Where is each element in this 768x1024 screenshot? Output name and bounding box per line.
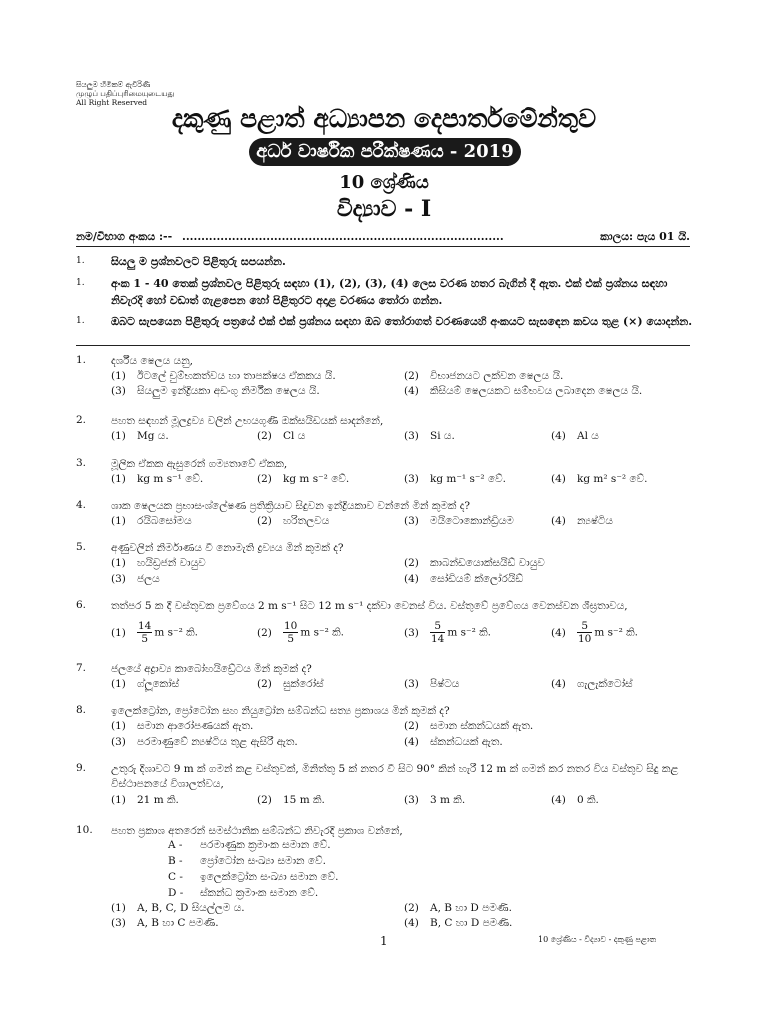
question-text: පහත සඳහන් මූලද්‍රව්‍ය වලින් උභයගුණී ඔක්සයිඩයක් සාදන්නේ, [111,415,384,427]
fraction-numerator: 5 [577,620,592,633]
option-number: (2) [257,794,272,806]
option-text: A, B, C, D සියල්ලම ය. [137,902,245,914]
statement-text: පරමාණුක ක්‍රමාංක සමාන වේ. [200,839,331,851]
statement-letter: C - [168,871,183,883]
option-text: Mg ය. [137,430,169,442]
option[interactable] [111,557,206,570]
option-text: kg m⁻¹ s⁻² වේ. [430,473,506,485]
option-number: (1) [111,720,126,732]
grade-title: 10 ශ්‍රේණිය [339,172,429,193]
question-text: අණුවලින් නිර්මාණය වී නොමැති ද්‍රව්‍යය මින් කුමක් ද? [111,542,344,554]
question-text: මූලික ඒකක ඇසුරෙන් ගම්‍යතාවේ ඒකක, [111,458,288,470]
option[interactable] [551,678,633,691]
option-text: B, C හා D පමණි. [430,917,513,929]
instruction-text: සියලු ම ප්‍රශ්නවලට පිළිතුරු සපයන්න. [111,255,286,268]
statement-letter: A - [168,839,183,851]
option-number: (2) [257,430,272,442]
option[interactable] [404,430,455,443]
option-number: (3) [404,473,419,485]
option-number: (4) [551,626,566,639]
instruction-bullet: 1. [76,316,85,326]
option-number: (4) [551,678,566,690]
option[interactable] [111,678,179,691]
copyright-tamil: முழுப் பதிப்புரிமையுடையது [76,89,175,98]
question-number: 10. [76,824,93,836]
option-number: (1) [111,515,126,527]
option-text: මයිටොකොන්ඩ්‍රියම [430,515,514,527]
option-text: කිසියම් ෂෙලයකට සම්භවය ලබාදෙන ෂෙලය යි. [430,385,643,397]
question-number: 4. [76,499,87,511]
option[interactable] [551,620,638,645]
statement-d [168,887,318,900]
page-number: 1 [380,934,388,948]
question-text: උතුරු දිශාවට 9 m ක් ගමන් කළ වස්තුවක්, මිනිත්තු 5 ක් නතර වී සිට 90° කින් හැරී 12 m ක් ගමන් කර නතර විය වස්තුව සිදු කළ විස්ථාපනයේ විශාලත්වය, [111,763,679,790]
option[interactable] [551,473,647,486]
option-number: (3) [111,385,126,397]
option[interactable] [404,515,514,528]
fraction-denominator: 5 [141,633,149,645]
option-number: (4) [551,473,566,485]
option[interactable] [111,430,169,443]
question-number: 6. [76,599,87,611]
name-field[interactable]: .................................................................................... [182,230,504,243]
option-number: (4) [551,430,566,442]
department-title: දකුණු පළාත් අධ්‍යාපන දෙපාර්තමේන්තුව [171,104,597,133]
option[interactable] [551,794,599,807]
option-number: (3) [404,678,419,690]
option-text: kg m² s⁻² වේ. [577,473,648,485]
fraction-numerator: 10 [284,620,298,632]
option-text: A, B හා C පමණි. [137,917,219,929]
option-number: (4) [404,573,419,585]
option-number: (3) [404,430,419,442]
option-number: (3) [404,515,419,527]
instruction-bullet: 1. [76,278,85,288]
option[interactable] [111,794,179,807]
option[interactable] [257,620,344,645]
statement-a [168,839,331,852]
option-text: ගැලැක්ටෝස් [577,678,633,690]
fraction-denominator: 10 [578,633,592,645]
question-number: 2. [76,414,87,426]
option-text: m s⁻² කි. [300,626,345,639]
option-number: (1) [111,678,126,690]
option-number: (2) [404,557,419,569]
option-number: (1) [111,430,126,442]
option[interactable] [551,515,613,528]
subject-title: විද්‍යාව - I [336,196,432,222]
option[interactable] [111,385,320,398]
option[interactable] [111,736,298,749]
option-text: සියලුම ඉන්ද්‍රියකා අඩංගු නිර්මීක ෂෙලය යි. [137,385,320,397]
question-text: ශාක ෂෙලයක ප්‍රභාසංශ්ලේෂණ ප්‍රතික්‍රියාව සිදුවන ඉන්ද්‍රියකාව වන්නේ මින් කුමක් ද? [111,500,471,512]
option-text: සුක්රෝස් [283,678,324,690]
option-text: 21 m කි. [137,794,179,806]
statement-c [168,871,338,884]
copyright-sinhala: සියලුම හිමිකම් ඇවිරිණි [76,80,151,89]
exam-banner: අර්ධ වාර්ෂික පරීක්ෂණය - 2019 [249,138,521,166]
option[interactable] [404,794,465,807]
fraction [137,620,152,645]
option-text: kg m s⁻² වේ. [283,473,350,485]
instruction-item [76,253,696,270]
name-label: නම/විභාග අංකය :-- [76,230,173,243]
option-number: (2) [404,720,419,732]
question-text: තත්පර 5 ක දී වස්තුවක ප්‍රවේගය 2 m s⁻¹ සිට 12 m s⁻¹ දක්වා වෙනස් විය. වස්තුවේ ප්‍රවේගය වෙනස්වන ශීඝ්‍රතාවය, [111,600,628,612]
option-text: කාබන්ඩයොක්සයිඩ් වායුව [430,557,545,569]
option-text: පරමාණුවේ න්‍යෂ්ටිය තුළ ඇසිරී ඇත. [137,736,298,748]
question-number: 8. [76,704,87,716]
option[interactable] [404,917,512,930]
option[interactable] [404,573,523,586]
question-number: 3. [76,457,87,469]
question-text: ජලයේ අද්‍රාව්‍ය කාබෝහයිඩ්‍රේටය මින් කුමක් ද? [111,663,312,675]
question-number: 9. [76,762,87,774]
option-number: (4) [404,736,419,748]
footer-label: 10 ශ්‍රේණිය - විද්‍යාව - දකුණු පළාත [538,935,657,944]
option-number: (2) [257,473,272,485]
option-text: Cl ය [283,430,306,442]
option-number: (4) [551,515,566,527]
option-text: ස්කන්ධයක් ඇත. [430,736,503,748]
question-text: පහත ප්‍රකාශ අතරෙන් සමස්ථානික සම්බන්ධ නිවැරදි ප්‍රකාශ වන්නේ, [111,825,403,837]
fraction [430,620,445,645]
option-number: (4) [404,385,419,397]
option[interactable] [404,473,506,486]
statement-text: ඉලෙක්ට්‍රෝන සංඛ්‍යා සමාන වේ. [200,871,339,883]
question-number: 5. [76,541,87,553]
option-number: (1) [111,902,126,914]
option[interactable] [404,720,533,733]
option-number: (1) [111,557,126,569]
option-number: (2) [257,626,272,639]
option[interactable] [111,515,192,528]
option[interactable] [111,620,198,645]
divider [76,246,690,247]
time-label: කාලය: පැය 01 යි. [600,230,690,243]
option-number: (1) [111,473,126,485]
option-text: A, B හා D පමණි. [430,902,512,914]
option-number: (2) [404,902,419,914]
option[interactable] [257,678,324,691]
option-number: (3) [404,626,419,639]
option-text: සමාන ස්කන්ධයක් ඇත. [430,720,534,732]
question-text: ඉලෙක්ට්‍රෝන, ප්‍රෝටෝන සහ නියුට්‍රෝන සම්බන්ධ සත්‍ය ප්‍රකාශය මින් කුමක් ද? [111,705,450,717]
statement-letter: D - [168,887,184,899]
option[interactable] [257,473,349,486]
option[interactable] [404,385,642,398]
option[interactable] [111,370,336,383]
copyright-notice [76,80,174,107]
option-text: m s⁻² කි. [154,626,199,639]
statement-text: ප්‍රෝටෝන සංඛ්‍යා සමාන වේ. [200,855,326,867]
statement-text: ස්කන්ධ ක්‍රමාංක සමාන වේ. [200,887,319,899]
option[interactable] [404,678,459,691]
option-text: හරිතලවය [283,515,330,527]
option[interactable] [257,430,305,443]
instruction-item [76,275,696,309]
option[interactable] [111,573,160,586]
option-number: (2) [257,515,272,527]
question-number: 1. [76,354,87,366]
fraction-denominator: 5 [287,633,295,645]
copyright-english: All Right Reserved [76,98,148,107]
instruction-text: ඔබට සැපයෙන පිළිතුරු පත්‍රයේ එක් එක් ප්‍රශ්නය සඳහා ඔබ තෝරාගත් වරණයෙහි අංකයට සැසඳෙන කවය තුළ (×) යොදන්න. [111,315,693,328]
option[interactable] [257,515,329,528]
option-text: ග්ලූකෝස් [137,678,180,690]
option[interactable] [111,473,203,486]
option-text: රයිබසෝමය [137,515,192,527]
option-text: සෝඩියම් ක්ලෝරයිඩ් [430,573,524,585]
statement-letter: B - [168,855,183,867]
fraction-denominator: 14 [431,633,445,645]
option-text: m s⁻² කි. [594,626,639,639]
question-number: 7. [76,662,87,674]
option[interactable] [111,917,219,930]
option-number: (1) [111,794,126,806]
instruction-bullet: 1. [76,256,85,266]
option-text: 3 m කි. [430,794,466,806]
fraction-numerator: 14 [138,620,152,632]
option-text: Al ය [577,430,599,442]
option-text: kg m s⁻¹ වේ. [137,473,204,485]
option-text: විභාජනයට ලක්වන ෂෙලය යි. [430,370,564,382]
divider [76,345,690,346]
option[interactable] [111,902,245,915]
question-text: දර්ශීය ෂෙලය යනු, [111,355,193,367]
option[interactable] [404,736,503,749]
option-number: (2) [404,370,419,382]
option[interactable] [551,430,599,443]
option-text: හයිඩ්‍රජන් වායුව [137,557,206,569]
option-text: Si ය. [430,430,455,442]
option[interactable] [111,720,253,733]
option[interactable] [404,557,545,570]
option-number: (3) [111,736,126,748]
option-text: 0 කි. [577,794,599,806]
option-text: ජලය [137,573,160,585]
instruction-text: අංක 1 - 40 තෙක් ප්‍රශ්නවල පිළිතුරු සඳහා (1), (2), (3), (4) ලෙස වරණ හතර බැගින් දී ඇත. එක් එක් ප්‍රශ්නය සඳහා නිවැරදි හෝ වඩාත් ගැළපෙන හෝ පිළිතුරට අදාළ වරණය තෝරා ගන්න. [111,277,668,307]
option-number: (4) [551,794,566,806]
statement-b [168,855,326,868]
option-number: (3) [404,794,419,806]
option-number: (2) [257,678,272,690]
option-number: (3) [111,917,126,929]
option-text: න්‍යෂ්ටිය [577,515,613,527]
option-text: සමාන ආරෝපණයක් ඇත. [137,720,254,732]
option[interactable] [257,794,325,807]
option-text: පිෂ්ටය [430,678,460,690]
option-text: 15 m කි. [283,794,325,806]
option[interactable] [404,370,563,383]
fraction [283,620,298,645]
option-text: m s⁻² කි. [447,626,492,639]
option-number: (1) [111,626,126,639]
fraction-numerator: 5 [430,620,445,633]
option-text: ඊටලේ චුම්භකත්වය හා තාපක්ෂය ඒකකය යි. [137,370,336,382]
option[interactable] [404,902,512,915]
option-number: (1) [111,370,126,382]
option-number: (4) [404,917,419,929]
option-number: (3) [111,573,126,585]
fraction [577,620,592,645]
option[interactable] [404,620,491,645]
instruction-item [76,313,696,347]
